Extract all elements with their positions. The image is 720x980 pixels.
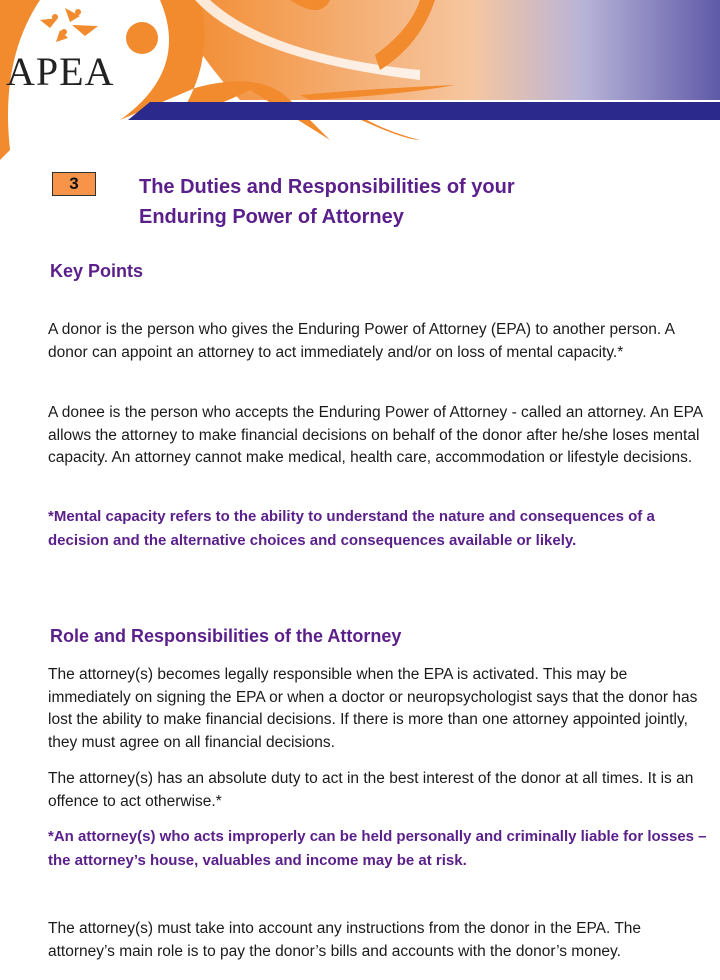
role-paragraph-3: The attorney(s) must take into account any instructions from the donor in the EPA. The attorney’s main role is to pay the donor’s bills and accounts with the donor’s money.	[48, 920, 642, 960]
mental-capacity-note: *Mental capacity refers to the ability to understand the nature and consequences of a decision and the alternative choices and consequences available or likely.	[48, 508, 655, 549]
role-paragraph-2: The attorney(s) has an absolute duty to act in the best interest of the donor at all times. It is an offence to act otherwise.*	[48, 770, 694, 810]
page-title	[139, 172, 639, 232]
donor-paragraph: A donor is the person who gives the Enduring Power of Attorney (EPA) to another person. A donor can appoint an attorney to act immediately and/or on loss of mental capacity.*	[48, 321, 675, 361]
key-points-heading: Key Points	[50, 261, 144, 281]
role-paragraph-1: The attorney(s) becomes legally responsible when the EPA is activated. This may be immediately on signing the EPA or when a doctor or neuropsychologist says that the donor has lost the ability to make financial decisions. If there is more than one attorney appointed jointly, they must agree on all financial decisions.	[48, 666, 698, 751]
title-line-1: The Duties and Responsibilities of your	[139, 176, 515, 198]
header-banner	[0, 0, 720, 160]
donee-paragraph: A donee is the person who accepts the Enduring Power of Attorney - called an attorney. An EPA allows the attorney to make financial decisions on behalf of the donor after he/she loses mental capacity. An attorney cannot make medical, health care, accommodation or lifestyle decisions.	[48, 404, 703, 466]
apea-logo: APEA	[6, 49, 115, 94]
title-line-2: Enduring Power of Attorney	[139, 206, 404, 228]
role-heading: Role and Responsibilities of the Attorney	[50, 626, 402, 646]
liability-note: *An attorney(s) who acts improperly can be held personally and criminally liable for losses – the attorney’s house, valuables and income may be at risk.	[48, 828, 707, 869]
section-number-badge: 3	[52, 172, 96, 196]
